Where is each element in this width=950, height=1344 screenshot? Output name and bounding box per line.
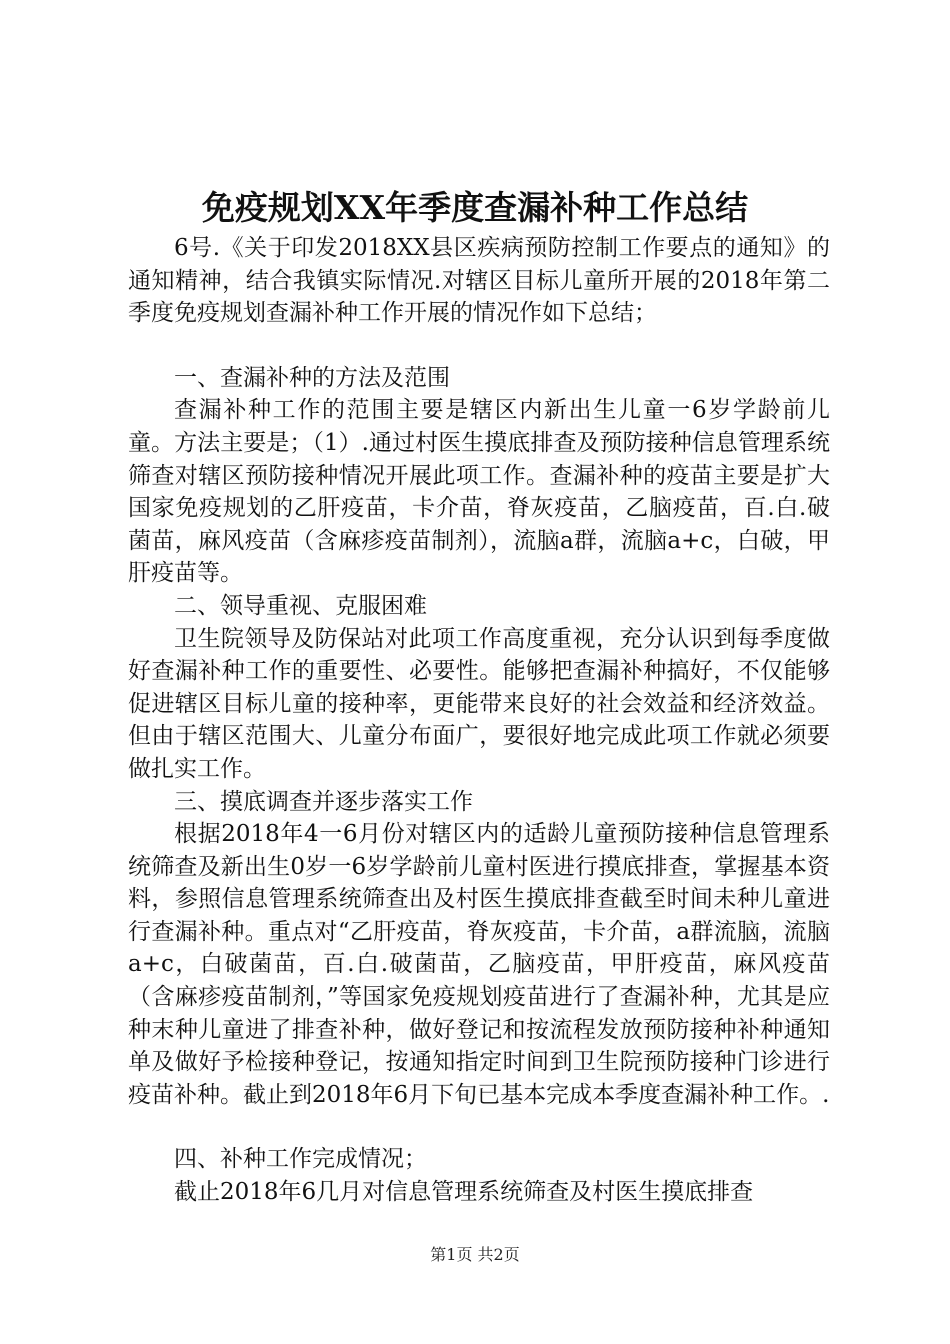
- section-paragraph-1: 查漏补种工作的范围主要是辖区内新出生儿童一6岁学龄前儿童。方法主要是；（1）.通过村医生摸底排查及预防接种信息管理系统筛查对辖区预防接种情况开展此项工作。查漏补种的疫苗主要是扩大国家免疫规划的乙肝疫苗，卡介苗，脊灰疫苗，乙脑疫苗，百.白.破菌苗，麻风疫苗（含麻疹疫苗制剂），流脑a群，流脑a+c，白破，甲肝疫苗等。: [128, 397, 830, 587]
- paragraph-spacer: [128, 1111, 830, 1143]
- section-heading-3: 三、摸底调查并逐步落实工作: [174, 788, 473, 815]
- section-paragraph-4: 截止2018年6几月对信息管理系统筛查及村医生摸底排查: [174, 1179, 754, 1206]
- section-heading-2: 二、领导重视、克服困难: [174, 592, 427, 619]
- document-body: [128, 232, 830, 1209]
- document-title: 免疫规划XX年季度查漏补种工作总结: [201, 188, 749, 227]
- intro-paragraph: 6号.《关于印发2018XX县区疾病预防控制工作要点的通知》的通知精神，结合我镇实际情况.对辖区目标儿童所开展的2018年第二季度免疫规划查漏补种工作开展的情况作如下总结；: [128, 235, 830, 327]
- page-footer: 第1页 共2页: [430, 1245, 520, 1264]
- section-paragraph-2: 卫生院领导及防保站对此项工作高度重视，充分认识到每季度做好查漏补种工作的重要性、必要性。能够把查漏补种搞好，不仅能够促进辖区目标儿童的接种率，更能带来良好的社会效益和经济效益。但由于辖区范围大、儿童分布面广，要很好地完成此项工作就必须要做扎实工作。: [128, 625, 830, 782]
- section-paragraph-3: 根据2018年4一6月份对辖区内的适龄儿童预防接种信息管理系统筛查及新出生0岁一6岁学龄前儿童村医进行摸底排查，掌握基本资料，参照信息管理系统筛查出及村医生摸底排查截至时间未种儿童进行查漏补种。重点对“乙肝疫苗，脊灰疫苗，卡介苗，a群流脑，流脑a+c，白破菌苗，百.白.破菌苗，乙脑疫苗，甲肝疫苗，麻风疫苗（含麻疹疫苗制剂，”等国家免疫规划疫苗进行了查漏补种，尤其是应种末种儿童进了排查补种，做好登记和按流程发放预防接种补种通知单及做好予检接种登记，按通知指定时间到卫生院预防接种门诊进行疫苗补种。截止到2018年6月下旬已基本完成本季度查漏补种工作。.: [128, 821, 830, 1108]
- section-heading-4: 四、补种工作完成情况；: [174, 1146, 427, 1173]
- section-heading-1: 一、查漏补种的方法及范围: [174, 364, 450, 391]
- paragraph-spacer: [128, 330, 830, 362]
